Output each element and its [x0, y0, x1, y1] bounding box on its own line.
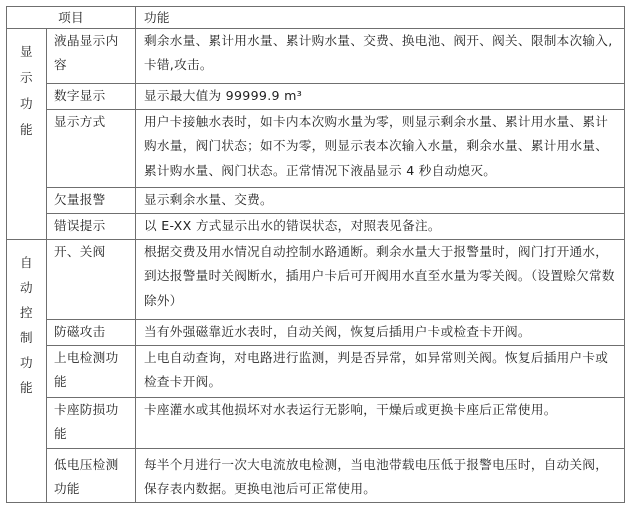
header-function: 功能: [136, 7, 625, 29]
function-desc: 每半个月进行一次大电流放电检测，当电池带载电压低于报警电压时，自动关阀，保存表内数据。更换电池后可正常使用。: [136, 449, 625, 503]
function-desc: 上电自动查询，对电路进行监测，判是否异常，如异常则关阀。恢复后插用户卡或检查卡开阀。: [136, 346, 625, 398]
table-row: [7, 398, 625, 449]
table-row: [7, 449, 625, 503]
table-row: [7, 188, 625, 214]
function-desc: 显示剩余水量、交费。: [136, 188, 625, 214]
function-name: 欠量报警: [47, 188, 136, 214]
table-row: [7, 240, 625, 320]
category-auto-control: 自 动 控 制 功 能: [7, 240, 47, 503]
function-name: 防磁攻击: [47, 320, 136, 346]
table-row: [7, 320, 625, 346]
function-name: 数字显示: [47, 84, 136, 110]
function-desc: 根据交费及用水情况自动控制水路通断。剩余水量大于报警量时，阀门打开通水，到达报警量时关阀断水，插用户卡后可开阀用水直至水量为零关阀。（设置赊欠常数除外）: [136, 240, 625, 320]
function-name: 开、关阀: [47, 240, 136, 320]
function-desc: 剩余水量、累计用水量、累计购水量、交费、换电池、阀开、阀关、限制本次输入,卡错,攻击。: [136, 29, 625, 84]
function-table: [6, 6, 625, 503]
function-name: 错误提示: [47, 214, 136, 240]
table-row: [7, 110, 625, 188]
function-name: 上电检测功能: [47, 346, 136, 398]
table-header-row: [7, 7, 625, 29]
function-name: 低电压检测功能: [47, 449, 136, 503]
function-desc: 用户卡接触水表时，如卡内本次购水量为零，则显示剩余水量、累计用水量、累计购水量，阀门状态；如不为零，则显示表本次输入水量，剩余水量、累计用水量、累计购水量、阀门状态。正常情况下液晶显示 4 秒自动熄灭。: [136, 110, 625, 188]
header-item: 项目: [7, 7, 136, 29]
table-row: [7, 84, 625, 110]
function-desc: 显示最大值为 99999.9 m³: [136, 84, 625, 110]
function-desc: 当有外强磁靠近水表时，自动关阀，恢复后插用户卡或检查卡开阀。: [136, 320, 625, 346]
function-desc: 卡座灌水或其他损坏对水表运行无影响，干燥后或更换卡座后正常使用。: [136, 398, 625, 449]
function-name: 卡座防损功能: [47, 398, 136, 449]
table-row: [7, 29, 625, 84]
table-row: [7, 214, 625, 240]
function-name: 显示方式: [47, 110, 136, 188]
function-name: 液晶显示内容: [47, 29, 136, 84]
table-row: [7, 346, 625, 398]
function-desc: 以 E-XX 方式显示出水的错误状态，对照表见备注。: [136, 214, 625, 240]
category-display: 显 示 功 能: [7, 29, 47, 240]
